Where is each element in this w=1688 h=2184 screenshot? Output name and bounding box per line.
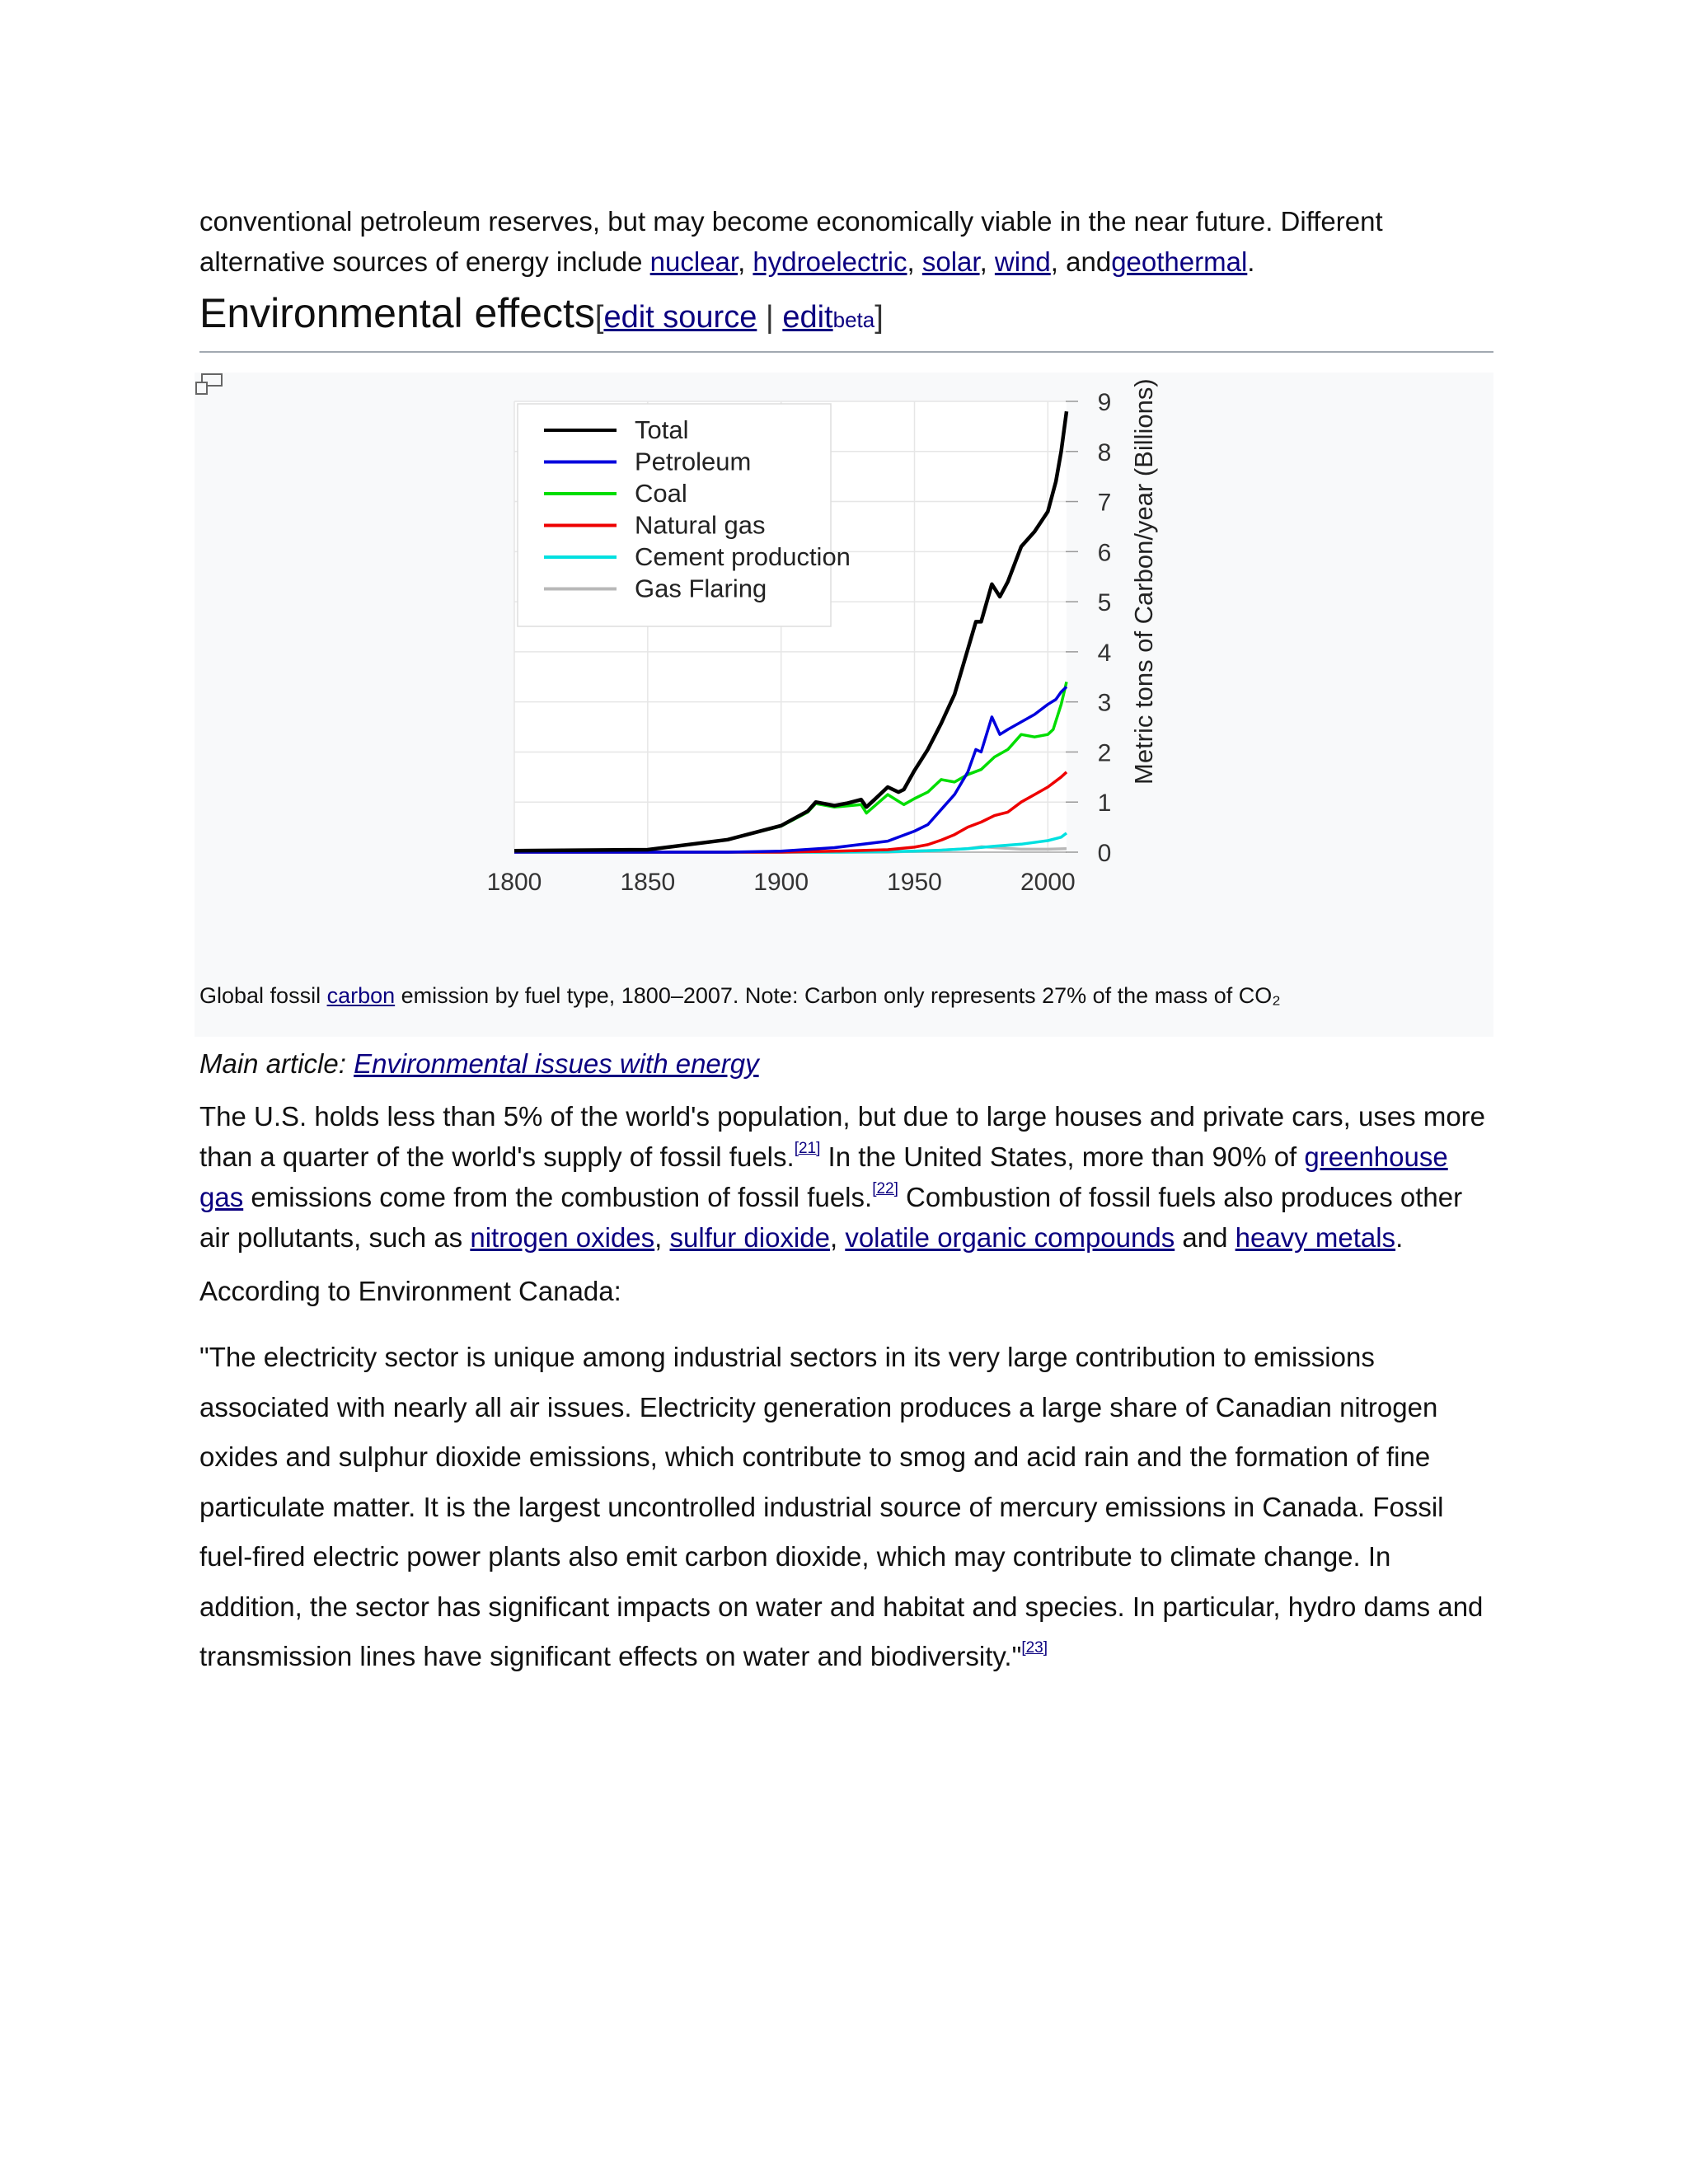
legend-label: Petroleum [635,447,752,476]
link-geothermal[interactable]: geothermal [1111,246,1248,277]
section-heading [199,287,1493,353]
legend-label: Coal [635,479,687,508]
y-axis-label: Metric tons of Carbon/year (Billions) [1129,378,1158,785]
figure [195,373,1493,1037]
x-tick-label: 1950 [887,869,942,896]
carbon-link[interactable]: carbon [326,983,396,1008]
edit-link[interactable]: edit [782,300,833,335]
x-tick-label: 1800 [486,869,542,896]
x-tick-label: 2000 [1020,869,1076,896]
legend-label: Cement production [635,542,851,571]
according-line: According to Environment Canada: [199,1276,621,1306]
quote-paragraph: "The electricity sector is unique among industrial sectors in its very large contribution to emissions associated with nearly all air issues. Electricity generation produces a large share of Canadian nitrogen oxides and sulphur dioxide emissions, which contribute to smog and acid rain and the formation of fine particulate matter. It is the largest uncontrolled industrial source of mercury emissions in Canada. Fossil fuel-fired electric power plants also emit carbon dioxide, which may contribute to climate change. In addition, the sector has significant impacts on water and habitat and species. In particular, hydro dams and transmission lines have significant effects on water and biodiversity."[23] [199,1342,1484,1671]
article-content [199,201,1493,1682]
legend-label: Total [635,415,689,444]
legend-label: Gas Flaring [635,574,767,603]
y-tick-label: 6 [1097,539,1112,567]
y-tick-label: 2 [1097,739,1112,767]
x-tick-label: 1900 [753,869,809,896]
link-nuclear[interactable]: nuclear [649,246,738,277]
legend-label: Natural gas [635,510,766,540]
chart-legend [518,404,851,626]
ref-23[interactable]: [23] [1021,1639,1048,1657]
edit-beta-label[interactable]: beta [832,307,875,332]
link-sulfur-dioxide[interactable]: sulfur dioxide [669,1222,830,1253]
enlarge-icon[interactable] [195,373,224,397]
y-tick-label: 0 [1097,840,1112,867]
y-tick-label: 9 [1097,389,1112,416]
y-tick-label: 7 [1097,489,1112,517]
emissions-chart [195,373,1493,933]
edit-links: [edit source | editbeta] [594,300,884,335]
body-paragraph: The U.S. holds less than 5% of the world's population, but due to large houses and private cars, uses more than a quarter of the world's supply of fossil fuels.[21] In the United States, more than 90% of greenhouse gas emissions come from the combustion of fossil fuels.[22] Combustion of fossil fuels also produces other air pollutants, such as nitrogen oxides, sulfur dioxide, volatile organic compounds and heavy metals. [199,1101,1486,1253]
y-tick-label: 4 [1097,639,1112,667]
link-nitrogen-oxides[interactable]: nitrogen oxides [470,1222,655,1253]
link-greenhouse-gas[interactable]: greenhouse gas [199,1141,1448,1212]
link-hydroelectric[interactable]: hydroelectric [753,246,907,277]
link-wind[interactable]: wind [994,246,1051,277]
edit-source-link[interactable]: edit source [603,300,757,335]
link-heavy-metals[interactable]: heavy metals [1235,1222,1396,1253]
section-title: Environmental effects [199,290,595,336]
main-article-link[interactable]: Environmental issues with energy [354,1048,759,1079]
y-tick-label: 5 [1097,589,1112,617]
link-solar[interactable]: solar [921,246,980,277]
y-tick-label: 8 [1097,438,1112,466]
intro-text: conventional petroleum reserves, but may become economically viable in the near future. Different alternative sources of energy include [199,206,1383,277]
y-tick-label: 1 [1097,790,1112,818]
figure-caption: Global fossil carbon emission by fuel type, 1800–2007. Note: Carbon only represents 27% of the mass of CO₂ [199,983,1281,1008]
ref-21[interactable]: [21] [794,1140,821,1157]
intro-paragraph: conventional petroleum reserves, but may become economically viable in the near future. Different alternative sources of energy include nuclear, hydroelectric, solar, wind, andgeothermal. [199,206,1383,277]
link-volatile-organic-compounds[interactable]: volatile organic compounds [845,1222,1175,1253]
hatnote: Main article: Environmental issues with energy [199,1048,759,1079]
y-tick-label: 3 [1097,689,1112,717]
x-tick-label: 1850 [620,869,676,896]
ref-22[interactable]: [22] [872,1180,898,1197]
